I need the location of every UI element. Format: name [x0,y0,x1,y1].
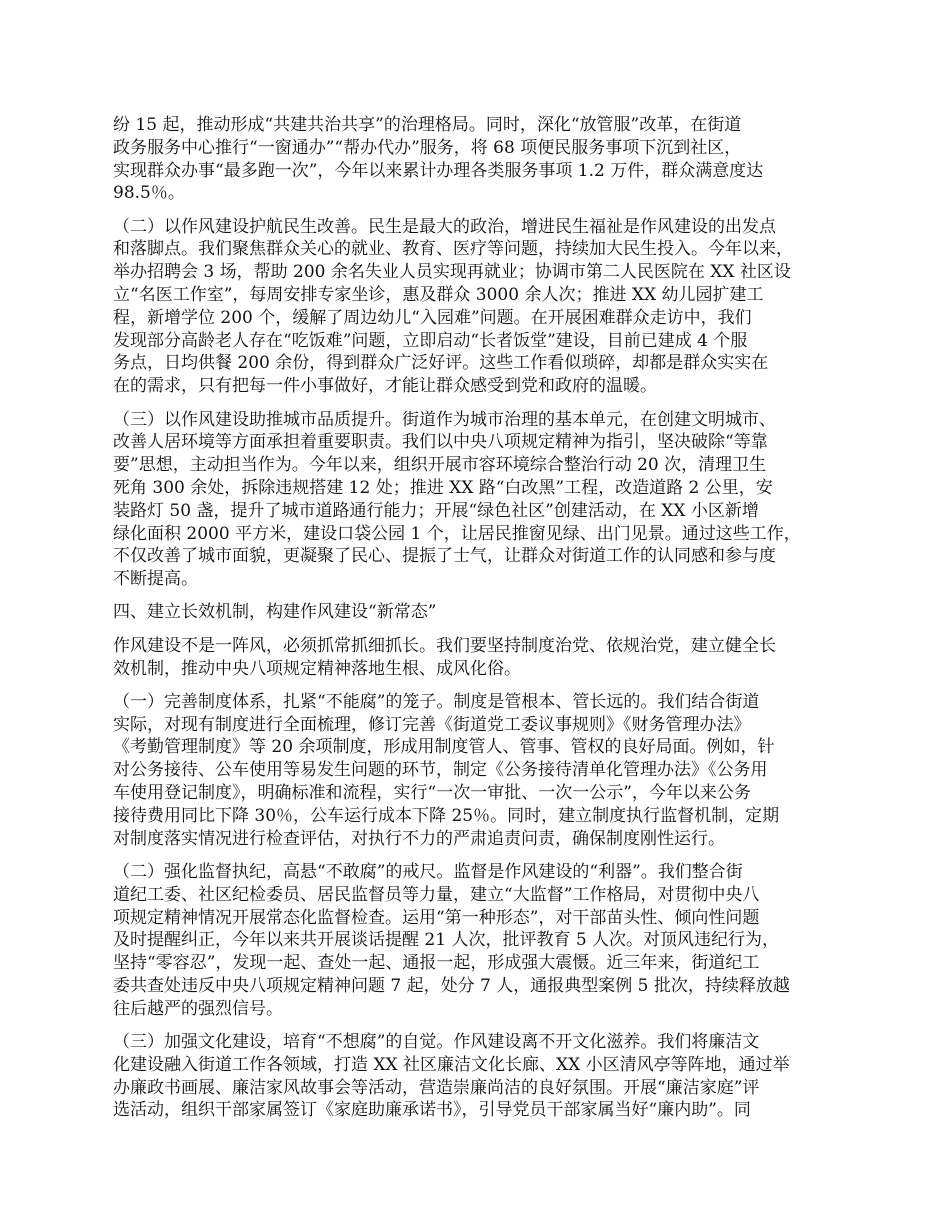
paragraph-institution-system: （一）完善制度体系，扎紧“不能腐”的笼子。制度是管根本、管长远的。我们结合街道 实际，对现有制度进行全面梳理，修订完善《街道党工委议事规则》《财务管理办法》 《考勤管理制度》等 20 余项制度，形成用制度管人、管事、管权的良好局面。例如，针 对公务接待、公车使用等易发生问题的环节，制定《公务接待清单化管理办法》《公务用 车使用登记制度》，明确标准和流程，实行“一次一审批、一次一公示”，今年以来公务 接待费用同比下降 30％，公车运行成本下降 25％。同时，建立制度执行监督机制，定期 对制度落实情况进行检查评估，对执行不力的严肃追责问责，确保制度刚性运行。 [113,691,780,849]
section-heading-long-term-mechanism: 四、建立长效机制，构建作风建设“新常态” [113,602,437,623]
document-page [113,114,848,1133]
paragraph-supervision-discipline: （二）强化监督执纪，高悬“不敢腐”的戒尺。监督是作风建设的“利器”。我们整合街 道纪工委、社区纪检委员、居民监督员等力量，建立“大监督”工作格局，对贯彻中央八 项规定精神情况开展常态化监督检查。运用“第一种形态”，对干部苗头性、倾向性问题 及时提醒纠正，今年以来共开展谈话提醒 21 人次，批评教育 5 人次。对顶风违纪行为， 坚持“零容忍”，发现一起、查处一起、通报一起，形成强大震慑。近三年来，街道纪工 委共查处违反中央八项规定精神问题 7 起，处分 7 人，通报典型案例 5 批次，持续释放越 往后越严的强烈信号。 [113,861,790,1019]
paragraph-continued-service-reform: 纷 15 起，推动形成“共建共治共享”的治理格局。同时，深化“放管服”改革，在街道 政务服务中心推行“一窗通办”“帮办代办”服务，将 68 项便民服务事项下沉到社区， 实现群众办事“最多跑一次”，今年以来累计办理各类服务事项 1.2 万件，群众满意度达 98.5％。 [113,115,764,204]
paragraph-section-intro: 作风建设不是一阵风，必须抓常抓细抓长。我们要坚持制度治党、依规治党，建立健全长 效机制，推动中央八项规定精神落地生根、成风化俗。 [113,635,776,679]
paragraph-city-quality: （三）以作风建设助推城市品质提升。街道作为城市治理的基本单元，在创建文明城市、 改善人居环境等方面承担着重要职责。我们以中央八项规定精神为指引，坚决破除“等靠 要”思想，主动担当作为。今年以来，组织开展市容环境综合整治行动 20 次，清理卫生 死角 300 余处，拆除违规搭建 12 处；推进 XX 路“白改黑”工程，改造道路 2 公里，安 装路灯 50 盏，提升了城市道路通行能力；开展“绿色社区”创建活动，在 XX 小区新增 绿化面积 2000 平方米，建设口袋公园 1 个，让居民推窗见绿、出门见景。通过这些工作， 不仅改善了城市面貌，更凝聚了民心、提振了士气，让群众对街道工作的认同感和参与度 不断提高。 [113,409,801,590]
paragraph-culture-building: （三）加强文化建设，培育“不想腐”的自觉。作风建设离不开文化滋养。我们将廉洁文 化建设融入街道工作各领域，打造 XX 社区廉洁文化长廊、XX 小区清风亭等阵地，通过举 办廉政书画展、廉洁家风故事会等活动，营造崇廉尚洁的良好氛围。开展“廉洁家庭”评 选活动，组织干部家属签订《家庭助廉承诺书》，引导党员干部家属当好“廉内助”。同 [113,1031,790,1121]
paragraph-livelihood-improvement: （二）以作风建设护航民生改善。民生是最大的政治，增进民生福祉是作风建设的出发点 和落脚点。我们聚焦群众关心的就业、教育、医疗等问题，持续加大民生投入。今年以来， 举办招聘会 3 场，帮助 200 余名失业人员实现再就业；协调市第二人民医院在 XX 社区设 立“名医工作室”，每周安排专家坐诊，惠及群众 3000 余人次；推进 XX 幼儿园扩建工 程，新增学位 200 个，缓解了周边幼儿“入园难”问题。在开展困难群众走访中，我们 发现部分高龄老人存在“吃饭难”问题，立即启动“长者饭堂”建设，目前已建成 4 个服 务点，日均供餐 200 余份，得到群众广泛好评。这些工作看似琐碎，却都是群众实实在 在的需求，只有把每一件小事做好，才能让群众感受到党和政府的温暖。 [113,216,793,397]
